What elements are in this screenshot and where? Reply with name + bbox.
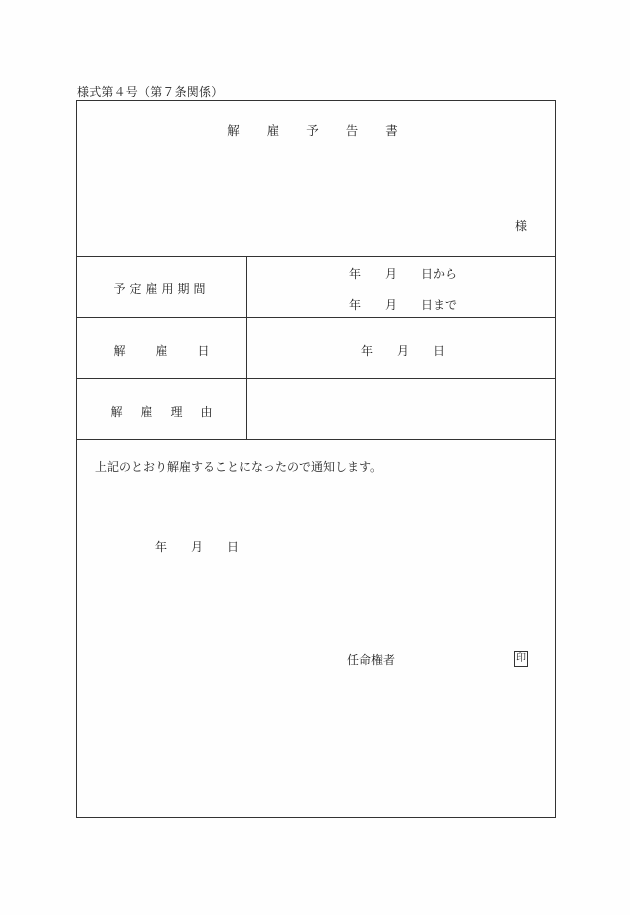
period-end-day: 日まで [421, 298, 458, 312]
document-title: 解雇予告書 [227, 123, 425, 138]
period-start-month: 月 [385, 267, 398, 281]
recipient-honorific: 様 [514, 219, 527, 233]
period-end-month: 月 [385, 298, 398, 312]
dismissal-notice-form [76, 100, 556, 818]
notice-statement: 上記のとおり解雇することになったので通知します。 [95, 460, 383, 474]
dismissal-date-label: 解雇日 [113, 344, 240, 358]
period-start-day: 日から [421, 267, 458, 281]
dismissal-day: 日 [433, 344, 446, 358]
form-label: 様式第４号（第７条関係） [77, 85, 224, 99]
appointing-authority: 任命権者 [347, 653, 396, 667]
row-divider [77, 256, 555, 257]
dismissal-reason-label: 解雇理由 [110, 405, 231, 419]
period-start-year: 年 [349, 267, 362, 281]
notice-year: 年 [155, 540, 168, 554]
period-end-year: 年 [349, 298, 362, 312]
seal-mark: 印 [514, 651, 528, 667]
column-divider [246, 256, 247, 439]
row-divider [77, 439, 555, 440]
row-divider [77, 317, 555, 318]
dismissal-year: 年 [361, 344, 374, 358]
dismissal-month: 月 [397, 344, 410, 358]
notice-day: 日 [227, 540, 240, 554]
notice-month: 月 [191, 540, 204, 554]
row-divider [77, 378, 555, 379]
employment-period-label: 予定雇用期間 [113, 282, 210, 296]
